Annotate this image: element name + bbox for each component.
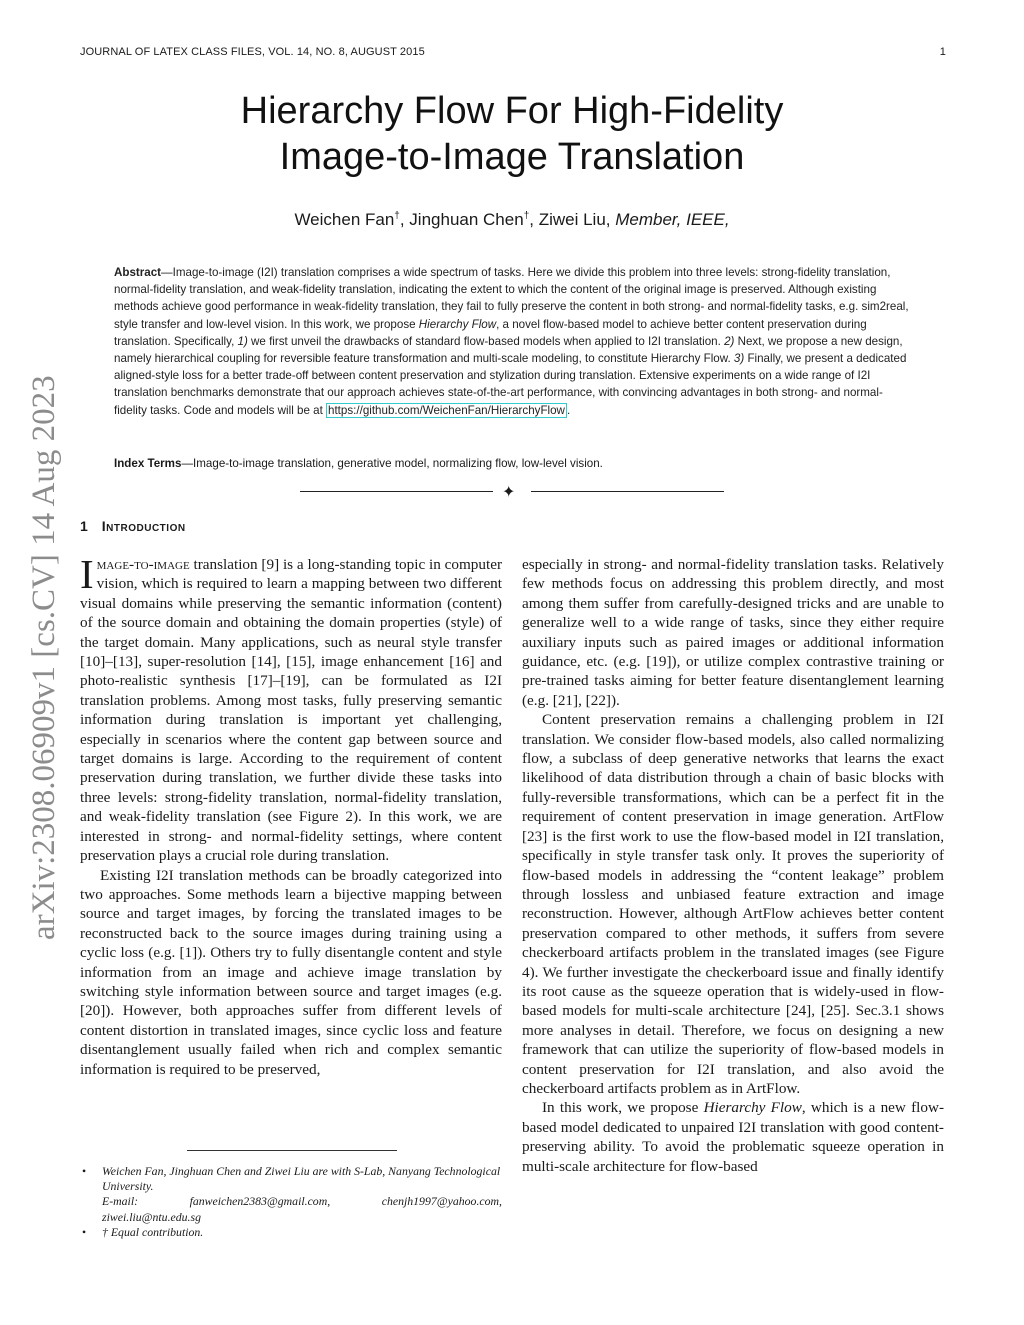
equal-contribution-mark: † xyxy=(523,210,530,222)
bullet: • xyxy=(82,1164,87,1178)
drop-cap: I xyxy=(80,551,94,597)
lead-in-smallcaps: mage-to-image xyxy=(96,556,190,573)
paragraph-text: , which is a new flow-based model dedicated to unpaired I2I translation with good content-preserving ability. To avoid the problematic squeeze operation in multi-scale architecture for flow-based xyxy=(522,1099,945,1175)
code-link[interactable]: https://github.com/WeichenFan/HierarchyFlow xyxy=(328,403,565,417)
abstract-emphasis: 2) xyxy=(724,334,735,348)
paragraph-emphasis: Hierarchy Flow xyxy=(703,1099,802,1117)
paragraph: Existing I2I translation methods can be broadly categorized into two approaches. Some methods learn a bijective mapping between source and target images, by forcing the translated images to be reconstructed back to the source images during training using a cyclic loss (e.g. [1]). Others try to fully disentangle content and style information from an image and achieve image translation by switching style information between source and target images (e.g. [20]). However, both approaches suffer from different levels of content distortion in translated images, since cyclic loss and feature disentanglement usually failed when rich and complex semantic information is required to be preserved, xyxy=(80,866,502,1078)
title-line-2: Image-to-Image Translation xyxy=(279,136,745,178)
footnotes xyxy=(80,1164,502,1240)
index-terms-label: Index Terms xyxy=(114,457,182,470)
abstract-text: Finally, we present a dedicated aligned-style loss for a better trade-off between content preservation and stylization during translation. Extensive experiments on a wide range of I2I translation benchmarks demonstrate that our approach achieves state-of-the-art performance, with convincing advantages in both strong- and normal-fidelity tasks. Code and models will be at xyxy=(114,352,907,417)
equal-contribution-text: † Equal contribution. xyxy=(102,1224,204,1239)
abstract-text: , a novel flow-based model to achieve better content preservation during translation. Specifically, xyxy=(114,317,867,348)
abstract-text: Next, we propose a new design, namely hierarchical coupling for reversible feature transformation and multi-scale modeling, to constitute Hierarchy Flow. xyxy=(114,334,903,366)
footnote-rule xyxy=(187,1150,397,1151)
section-divider xyxy=(300,482,724,502)
email-label: E-mail: xyxy=(102,1194,139,1209)
left-column xyxy=(80,551,502,1079)
email-link[interactable]: ziwei.liu@ntu.edu.sg xyxy=(102,1209,202,1224)
paragraph: Content preservation remains a challenging problem in I2I translation. We consider flow-based models, also called normalizing flow, a subclass of deep generative networks that learns the exact likelihood of data distribution through a chain of basic blocks with fully-reversible transformations, which can be a perfect fit in the requirement of content preservation in image generation. ArtFlow [23] is the first work to use the flow-based model in I2I translation, specifically in style transfer task only. It proves the superiority of flow-based models in addressing the “content leakage” problem through lossless and unbiased feature extraction and image reconstruction. However, although ArtFlow achieves better content preservation compared to other methods, it suffers from severe checkerboard artifacts problem in the translated images (see Figure 4). We further investigate the checkerboard issue and finally identify its root cause as the squeeze operation that is widely-used in flow-based models for multi-scale architecture [24], [25]. Sec.3.1 shows more analyses in detail. Therefore, we focus on designing a new framework that can utilize the superiority of flow-based models in content preservation for I2I translation, and also avoid the checkerboard artifacts problem as in ArtFlow. xyxy=(522,711,944,1097)
running-header xyxy=(80,46,946,62)
author-list xyxy=(112,210,912,230)
footnote-equal-contribution xyxy=(80,1225,502,1240)
paragraph xyxy=(522,1098,944,1176)
abstract-text: we first unveil the drawbacks of standard flow-based models when applied to I2I translation. xyxy=(247,334,725,348)
footnote-affiliation xyxy=(80,1164,502,1225)
equal-contribution-mark: † xyxy=(394,210,400,222)
journal-header: JOURNAL OF LATEX CLASS FILES, VOL. 14, NO. 8, AUGUST 2015 xyxy=(80,46,425,58)
arxiv-stamp: arXiv:2308.06909v1 [cs.CV] 14 Aug 2023 xyxy=(26,375,62,940)
abstract-label: Abstract xyxy=(114,266,162,279)
section-heading xyxy=(80,518,186,534)
page-number: 1 xyxy=(939,46,946,58)
paper-title xyxy=(112,88,912,180)
abstract-text: . xyxy=(566,403,571,417)
email-link[interactable]: fanweichen2383@gmail.com, xyxy=(189,1194,331,1209)
divider-star-icon: ✦ xyxy=(502,482,516,501)
index-terms-text: —Image-to-image translation, generative model, normalizing flow, low-level vision. xyxy=(181,457,603,470)
member-note: Member, IEEE, xyxy=(615,210,730,229)
divider-rule-left xyxy=(300,491,493,492)
author-3: , Ziwei Liu, xyxy=(529,210,616,229)
abstract xyxy=(114,264,910,419)
abstract-emphasis: 1) xyxy=(237,334,248,348)
email-row xyxy=(102,1194,502,1209)
index-terms xyxy=(114,457,910,470)
paragraph-text: In this work, we propose xyxy=(542,1099,704,1117)
abstract-emphasis: 3) xyxy=(733,352,745,366)
author-1: Weichen Fan xyxy=(294,210,395,229)
section-title: Introduction xyxy=(101,518,186,534)
author-2: , Jinghuan Chen xyxy=(399,210,524,229)
divider-rule-right xyxy=(531,491,724,492)
paragraph xyxy=(80,551,502,866)
email-link[interactable]: chenjh1997@yahoo.com, xyxy=(381,1194,502,1209)
paragraph: especially in strong- and normal-fidelity translation tasks. Relatively few methods focus on addressing this problem directly, and most among them suffer from carefully-designed tricks and are unable to generalize well to a wide range of tasks, since they either require auxiliary inputs such as paired images or additional information guidance, etc. (e.g. [19]), or utilize complex contrastive training or pre-trained tasks aiming for better feature disentanglement learning (e.g. [21], [22]). xyxy=(522,556,944,709)
abstract-text: —Image-to-image (I2I) translation comprises a wide spectrum of tasks. Here we divide this problem into three levels: strong-fidelity translation, normal-fidelity translation, and weak-fidelity translation, indicating the extent to which the content of the original image is preserved. Although existing methods achieve good performance in weak-fidelity translation, they fail to fully preserve the content in both strong- and normal-fidelity tasks, e.g. sim2real, style transfer and low-level vision. In this work, we propose xyxy=(114,266,909,331)
title-line-1: Hierarchy Flow For High-Fidelity xyxy=(240,90,784,132)
affiliation-text: Weichen Fan, Jinghuan Chen and Ziwei Liu are with S-Lab, Nanyang Technological University. xyxy=(102,1164,501,1194)
right-column xyxy=(522,555,944,1176)
abstract-emphasis: Hierarchy Flow xyxy=(418,317,497,331)
section-number: 1 xyxy=(80,518,88,534)
paragraph-text: translation [9] is a long-standing topic in computer vision, which is required to learn a mapping between two different visual domains while preserving the semantic information (content) of the source domain and obtaining the domain properties (style) of the target domain. Many applications, such as neural style transfer [10]–[13], super-resolution [14], [15], image enhancement [16] and photo-realistic synthesis [17]–[19], can be formulated as I2I translation problems. Among most tasks, fully preserving semantic information during translation is important yet challenging, especially in scenarios where the content gap between source and target domains is large. According to the requirement of content preservation during translation, we further divide these tasks into three levels: strong-fidelity translation, normal-fidelity translation, and weak-fidelity translation (see Figure 2). In this work, we are interested in strong- and normal-fidelity settings, where content preservation plays a crucial role during translation. xyxy=(80,556,502,865)
bullet: • xyxy=(82,1224,87,1239)
